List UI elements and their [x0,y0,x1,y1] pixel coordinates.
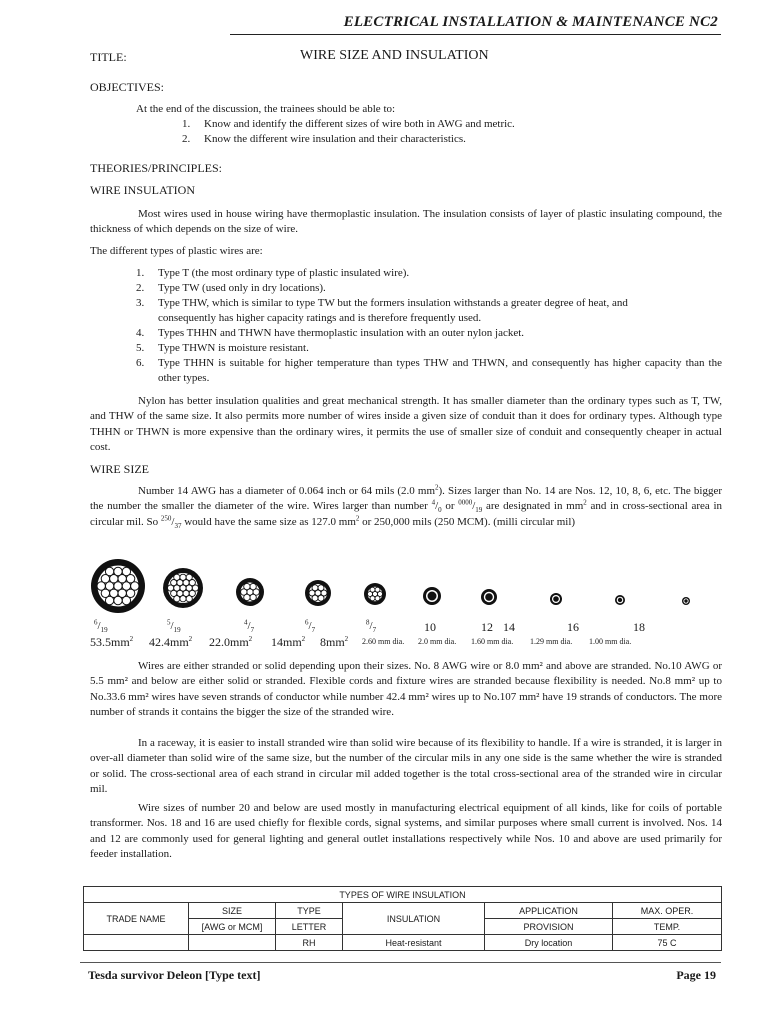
wire-awg14-icon [550,593,562,605]
list-item: 4. Types THHN and THWN have thermoplastic insulation with an outer nylon jacket. [136,327,525,339]
raceway-paragraph: In a raceway, it is easier to install stranded wire than solid wire because of its flexibility to handle. If a wire is stranded, it is larger in over-all diameter than solid wire of the same size, but the number of the circular mils in any one side is the same whether the wire is stranded or solid. The cross-sectional area of each strand in circular mil added together is the total cross-sectional area of the stranded wire in circular mil. [90,737,722,796]
awg-label: 12 [481,620,493,634]
wire-insulation-table [83,886,722,951]
column-header: PROVISION [485,919,613,935]
header-rule [230,34,721,35]
theories-heading: THEORIES/PRINCIPLES: [90,161,223,175]
mm-label: $14mm^2$ [271,635,306,649]
strand-label: $^5/_{19}$ [167,618,181,635]
footer-text: Tesda survivor Deleon [Type text] [88,968,261,982]
wire-53-5mm-icon [91,559,145,613]
table-caption: TYPES OF WIRE INSULATION [84,887,722,903]
table-cell [84,935,189,951]
table-cell: RH [276,935,343,951]
mm-label: $53.5mm^2$ [90,635,134,649]
title-label: TITLE: [90,50,127,64]
list-item: 6. Type THHN is suitable for higher temperature than types THW and THWN, and consequently has higher capacity than the other types. [136,357,722,384]
column-header: TEMP. [613,919,722,935]
wire-awg12-icon [481,589,497,605]
wire-size-paragraph: Number 14 AWG has a diameter of 0.064 inch or 64 mils (2.0 $mm^2$). Sizes larger than No. 14 are Nos. 12, 10, 8, 6, etc. The bigger the number the smaller the diameter of the wire. Wires larger than number $^4/_0$ or $^{0000}/_{19}$ are designated in $mm^2$ and in cross-sectional area in circular mil. So $^{250}/_{37}$ would have the same size as 127.0 $mm^2$ or 250,000 mils (250 MCM). (milli circular mil) [90,483,723,530]
column-header: MAX. OPER. [613,903,722,919]
insulation-heading: WIRE INSULATION [90,183,195,197]
strand-label: $^4/_7$ [244,618,255,635]
strand-label: $^6/_7$ [305,618,316,635]
list-item: 1. Type T (the most ordinary type of plastic insulated wire). [136,267,410,279]
wire-8mm-icon [364,583,386,605]
awg-label: 18 [633,620,645,634]
wire-awg18-icon [682,597,690,605]
objectives-heading: OBJECTIVES: [90,80,165,94]
types-intro: The different types of plastic wires are: [90,245,263,257]
page-title: WIRE SIZE AND INSULATION [300,48,489,63]
column-header: TYPE [276,903,343,919]
footer-rule [80,962,721,963]
table-row [84,935,722,951]
column-header: TRADE NAME [84,903,189,935]
mm-label: $8mm^2$ [320,635,349,649]
objectives-intro: At the end of the discussion, the trainees should be able to: [136,103,396,115]
table-header-row [84,903,722,919]
wire-uses-paragraph: Wire sizes of number 20 and below are used mostly in manufacturing electrical equipment of all kinds, like for coils of portable transformer. Nos. 18 and 16 are used chiefly for flexible cords, signal systems, and similar purposes where small current is involved. Nos. 14 and 12 are commonly used for general lighting and general outlet installations respectively while Nos. 10 and above are used primarily for feeder installation. [90,802,722,861]
list-item: 3. Type THW, which is similar to type TW but the formers insulation withstands a greater degree of heat, and consequently has higher capacity ratings and is therefore frequently used. [136,297,628,324]
column-header: INSULATION [343,903,485,935]
strand-label: $^8/_7$ [366,618,377,635]
wire-awg16-icon [615,595,625,605]
wire-22mm-icon [236,578,264,606]
column-header: APPLICATION [485,903,613,919]
nylon-paragraph: Nylon has better insulation qualities and great mechanical strength. It has smaller diameter than the ordinary types such as T, TW, and THW of the same size. It also permits more number of wires inside a given size of conduit than it does for ordinary types. Although type THHN or THWN is more expensive than the ordinary wires, it permits the use of smaller size of conduit and consequently cheaper in actual cost. [90,395,722,454]
stranded-paragraph: Wires are either stranded or solid depending upon their sizes. No. 8 AWG wire or 8.0 mm² and above are stranded. No.10 AWG or 5.5 mm² and below are either solid or stranded. Flexible cords and fixture wires are stranded because flexibility is needed. No.8 mm² up to No.33.6 mm² wires have seven strands of conductor while number 42.4 mm² wires up to No.107 mm² have 19 strands of conductors. The more number of strands it contains the bigger the size of the stranded wire. [90,660,722,719]
diameter-label: 1.29 mm dia. [530,637,573,646]
table-cell: Heat-resistant [343,935,485,951]
column-header: LETTER [276,919,343,935]
strand-label: $^6/_{19}$ [94,618,108,635]
table-caption-row [84,887,722,903]
table-cell: Dry location [485,935,613,951]
wire-14mm-icon [305,580,331,606]
diameter-label: 1.60 mm dia. [471,637,514,646]
diameter-label: 2.0 mm dia. [418,637,457,646]
awg-label: 14 [503,620,515,634]
column-header: SIZE [189,903,276,919]
list-item: 5. Type THWN is moisture resistant. [136,342,309,354]
mm-label: $22.0mm^2$ [209,635,253,649]
column-header: [AWG or MCM] [189,919,276,935]
list-item: 2. Type TW (used only in dry locations). [136,282,326,294]
wire-cross-sections [86,556,706,626]
wire-42-4mm-icon [163,568,203,608]
wire-types-list [136,266,722,386]
awg-label: 10 [424,620,436,634]
wire-awg10-icon [423,587,441,605]
insulation-paragraph: Most wires used in house wiring have thermoplastic insulation. The insulation consists of layer of plastic insulating compound, the thickness of which depends on the size of wire. [90,208,722,236]
diameter-label: 1.00 mm dia. [589,637,632,646]
diameter-label: 2.60 mm dia. [362,637,405,646]
wire-size-heading: WIRE SIZE [90,462,149,476]
objective-item: 1. Know and identify the different sizes of wire both in AWG and metric. [182,118,515,130]
mm-label: $42.4mm^2$ [149,635,193,649]
document-header: ELECTRICAL INSTALLATION & MAINTENANCE NC2 [343,14,718,30]
table-cell [189,935,276,951]
objectives-list [182,117,515,147]
table-cell: 75 C [613,935,722,951]
awg-label: 16 [567,620,579,634]
page-number: Page 19 [676,968,716,982]
objective-item: 2. Know the different wire insulation and their characteristics. [182,133,466,145]
